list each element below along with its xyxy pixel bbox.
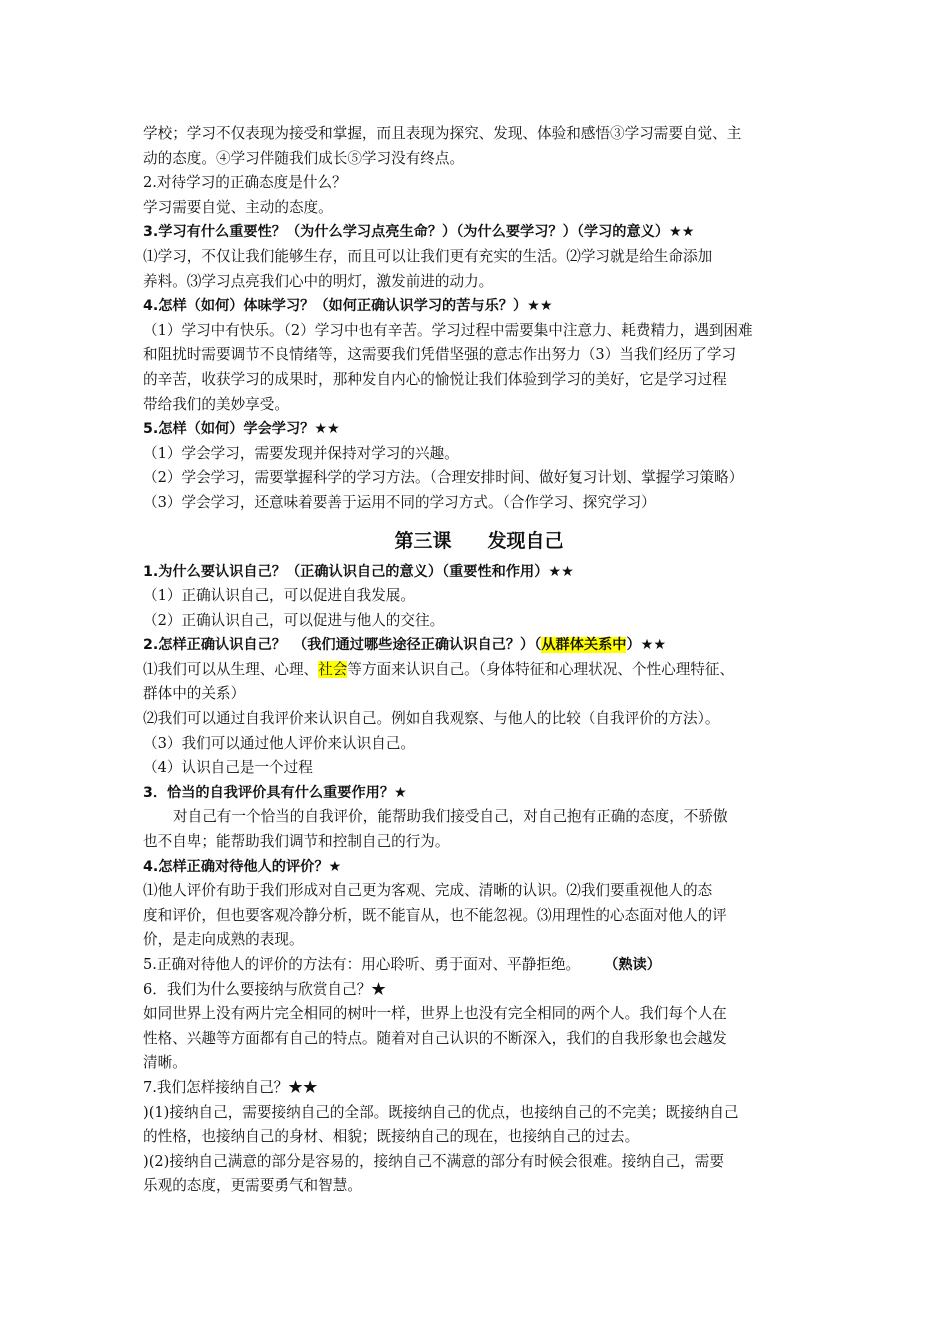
answer-text: 养料。⑶学习点亮我们心中的明灯，激发前进的动力。	[143, 272, 494, 290]
question-heading: 2.怎样正确认识自己？ （我们通过哪些途径正确认识自己？）（从群体关系中）★★	[143, 637, 667, 654]
study-note: （熟读）	[604, 957, 661, 973]
answer-text: 的辛苦，收获学习的成果时，那种发自内心的愉悦让我们体验到学习的美好，它是学习过程	[143, 370, 727, 388]
answer-text: （1）正确认识自己，可以促进自我发展。	[143, 587, 415, 605]
answer-text: （1）学会学习，需要发现并保持对学习的兴趣。	[143, 444, 459, 462]
paragraph-line: 学校；学习不仅表现为接受和掌握，而且表现为探究、发现、体验和感悟③学习需要自觉、主	[143, 125, 742, 142]
answer-text: ⑵我们可以通过自我评价来认识自己。例如自我观察、与他人的比较（自我评价的方法）。	[143, 710, 720, 728]
answer-text: ⑴学习，不仅让我们能够生存，而且可以让我们更有充实的生活。⑵学习就是给生命添加	[143, 247, 713, 265]
paragraph-line: 动的态度。④学习伴随我们成长⑤学习没有终点。	[143, 149, 465, 167]
question-heading: 3.学习有什么重要性？（为什么学习点亮生命？）（为什么要学习？）（学习的意义）★★	[143, 224, 695, 241]
answer-text: ⑴我们可以从生理、心理、社会等方面来认识自己。（身体特征和心理状况、个性心理特征、	[143, 660, 735, 678]
question-heading: 7.我们怎样接纳自己？★★	[143, 1078, 318, 1096]
answer-text: 度和评价，但也要客观冷静分析，既不能盲从，也不能忽视。⑶用理性的心态面对他人的评	[143, 906, 727, 924]
answer-text: 价，是走向成熟的表现。	[143, 931, 304, 949]
answer-text: )(1)接纳自己，需要接纳自己的全部。既接纳自己的优点，也接纳自己的不完美；既接纳自己	[143, 1103, 739, 1121]
question-heading: 1.为什么要认识自己？（正确认识自己的意义）（重要性和作用）★★	[143, 563, 574, 580]
highlighted-text: 社会	[318, 660, 348, 678]
question-heading: 4.怎样（如何）体味学习？（如何正确认识学习的苦与乐？）★★	[143, 298, 553, 315]
question-heading: 3．恰当的自我评价具有什么重要作用？★	[143, 784, 407, 801]
question-heading: 6．我们为什么要接纳与欣赏自己？★	[143, 980, 386, 998]
answer-text: 如同世界上没有两片完全相同的树叶一样，世界上也没有完全相同的两个人。我们每个人在	[143, 1005, 727, 1023]
answer-text: 清晰。	[143, 1054, 187, 1072]
answer-text: 乐观的态度，更需要勇气和智慧。	[143, 1177, 362, 1195]
question-heading: 4.怎样正确对待他人的评价？★	[143, 858, 342, 875]
answer-text: ⑴他人评价有助于我们形成对自己更为客观、完成、清晰的认识。⑵我们要重视他人的态	[143, 882, 713, 900]
answer-text: （1）学习中有快乐。（2）学习中也有辛苦。学习过程中需要集中注意力、耗费精力，遇到困难	[143, 321, 753, 339]
answer-text: （3）我们可以通过他人评价来认识自己。	[143, 734, 415, 752]
answer-text: 的性格，也接纳自己的身材、相貌；既接纳自己的现在，也接纳自己的过去。	[143, 1128, 640, 1146]
answer-text: 群体中的关系）	[143, 685, 246, 703]
answer-text: （2）学会学习，需要掌握科学的学习方法。（合理安排时间、做好复习计划、掌握学习策略）	[143, 469, 744, 487]
answer-text: 也不自卑；能帮助我们调节和控制自己的行为。	[143, 833, 450, 851]
lesson-name: 发现自己	[487, 529, 564, 552]
answer-text: 和阻扰时需要调节不良情绪等，这需要我们凭借坚强的意志作出努力（3）当我们经历了学习	[143, 346, 737, 364]
answer-text: 带给我们的美妙享受。	[143, 395, 289, 413]
answer-text: 对自己有一个恰当的自我评价，能帮助我们接受自己，对自己抱有正确的态度，不骄傲	[173, 808, 728, 826]
answer-text: （2）正确认识自己，可以促进与他人的交往。	[143, 611, 445, 629]
lesson-number: 第三课	[394, 529, 452, 552]
lesson-title	[143, 522, 815, 560]
question-heading: 2.对待学习的正确态度是什么？	[143, 174, 347, 192]
question-heading: 5.怎样（如何）学会学习？★★	[143, 421, 340, 438]
question-line: 5.正确对待他人的评价的方法有：用心聆听、勇于面对、平静拒绝。 （熟读）	[143, 956, 661, 973]
highlighted-text: 从群体关系中	[541, 637, 627, 654]
answer-text: 学习需要自觉、主动的态度。	[143, 198, 333, 216]
answer-text: （4）认识自己是一个过程	[143, 759, 313, 777]
answer-text: )(2)接纳自己满意的部分是容易的，接纳自己不满意的部分有时候会很难。接纳自己，需要	[143, 1152, 724, 1170]
document-page	[143, 122, 815, 1199]
answer-text: 性格、兴趣等方面都有自己的特点。随着对自己认识的不断深入，我们的自我形象也会越发	[143, 1029, 727, 1047]
answer-text: （3）学会学习，还意味着要善于运用不同的学习方式。（合作学习、探究学习）	[143, 493, 656, 511]
